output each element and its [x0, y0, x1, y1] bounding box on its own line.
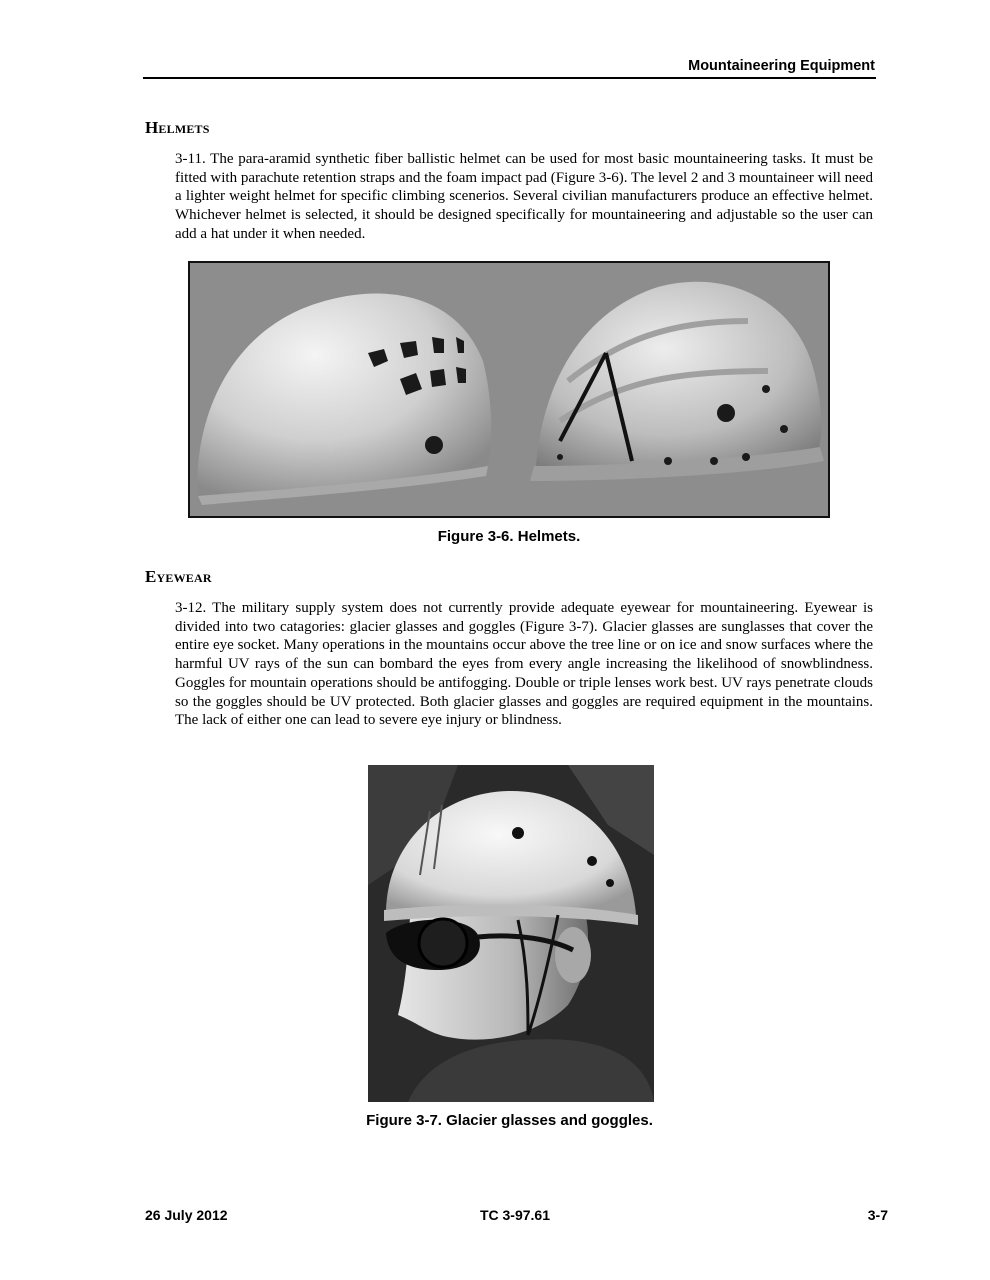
- figure-glacier-glasses-image: [368, 765, 654, 1102]
- figure-3-7-caption: Figure 3-7. Glacier glasses and goggles.: [366, 1112, 653, 1129]
- footer-document-id: TC 3-97.61: [479, 1207, 551, 1223]
- figure-helmets-image: [188, 261, 830, 518]
- paragraph-3-11: 3-11. The para-aramid synthetic fiber ballistic helmet can be used for most basic mountaineering tasks. It must be fitted with parachute retention straps and the foam impact pad (Figure 3-6). The level 2 and 3 mountaineer will need a lighter weight helmet for specific climbing scenerios. Several civilian manufacturers produce an effective helmet. Whichever helmet is selected, it should be designed specifically for mountaineering and adjustable so the user can add a hat under it when needed.: [175, 151, 873, 242]
- section-heading-eyewear: Eyewear: [145, 567, 212, 586]
- header-rule: [143, 77, 876, 79]
- section-heading-helmets: Helmets: [145, 118, 210, 137]
- footer-page-number: 3-7: [867, 1207, 888, 1223]
- running-header: Mountaineering Equipment: [688, 58, 875, 74]
- footer-date: 26 July 2012: [145, 1207, 228, 1223]
- paragraph-3-12: 3-12. The military supply system does not currently provide adequate eyewear for mountaineering. Eyewear is divided into two catagories: glacier glasses and goggles (Figure 3-7). Glacier glasses are sunglasses that cover the entire eye socket. Many operations in the mountains occur above the tree line or on ice and snow surfaces where the harmful UV rays of the sun can bombard the eyes from every angle increasing the likelihood of snowblindness. Goggles for mountain operations should be antifogging. Double or triple lenses work best. UV rays penetrate clouds so the goggles should be UV protected. Both glacier glasses and goggles are required equipment in the mountains. The lack of either one can lead to severe eye injury or blindness.: [175, 600, 873, 729]
- figure-3-6-caption: Figure 3-6. Helmets.: [437, 528, 581, 545]
